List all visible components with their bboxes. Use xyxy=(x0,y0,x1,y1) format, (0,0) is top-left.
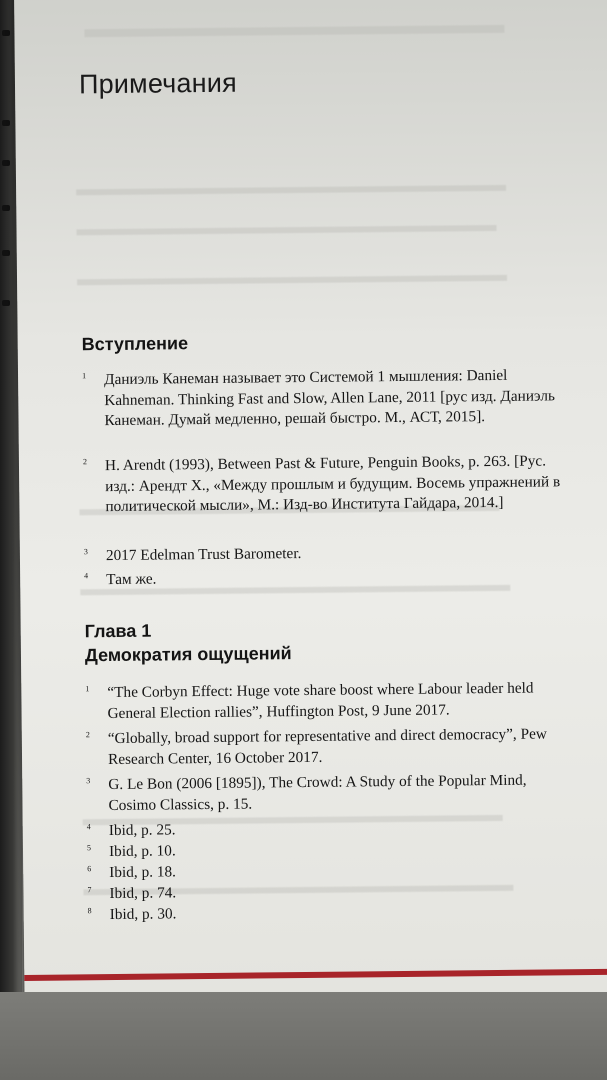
note-item: 6 Ibid, p. 18. xyxy=(87,863,177,882)
note-item: 1 “The Corbyn Effect: Huge vote share boost where Labour leader held General Election rallies”, Huffington Post, 9 June 2017. xyxy=(85,679,534,722)
page-title: Примечания xyxy=(78,67,238,100)
note-item: 7 Ibid, p. 74. xyxy=(87,884,177,903)
note-item: 4 Ibid, p. 25. xyxy=(86,821,176,840)
note-item: 3 2017 Edelman Trust Barometer. xyxy=(83,545,302,565)
note-item: 5 Ibid, p. 10. xyxy=(86,842,176,861)
book-cover-edge xyxy=(24,969,607,981)
note-item: 3 G. Le Bon (2006 [1895]), The Crowd: A Study of the Popular Mind, Cosimo Classics, p. 15. xyxy=(86,771,527,814)
book-page xyxy=(14,0,607,1000)
note-item: 2 “Globally, broad support for representative and direct democracy”, Pew Research Center, 16 October 2017. xyxy=(85,725,547,768)
note-item: 1 Даниэль Канеман называет это Системой 1 мышления: Daniel Kahneman. Thinking Fast and Slow, Allen Lane, 2011 [рус изд. Даниэль Канеман. Думай медленно, решай быстро. М., АСТ, 2015]. xyxy=(81,366,555,430)
note-item: 8 Ibid, p. 30. xyxy=(87,905,177,924)
note-item: 4 Там же. xyxy=(84,570,157,589)
background-surface xyxy=(0,992,607,1080)
section-heading-introduction: Вступление xyxy=(81,333,189,355)
note-item: 2 H. Arendt (1993), Between Past & Future, Penguin Books, p. 263. [Рус. изд.: Арендт Х., «Между прошлым и будущим. Восемь упражнений в политической мысли», М.: Изд-во Института Гайдара, 2014.] xyxy=(82,452,561,516)
section-heading-chapter-1: Глава 1 Демократия ощущений xyxy=(84,620,292,666)
